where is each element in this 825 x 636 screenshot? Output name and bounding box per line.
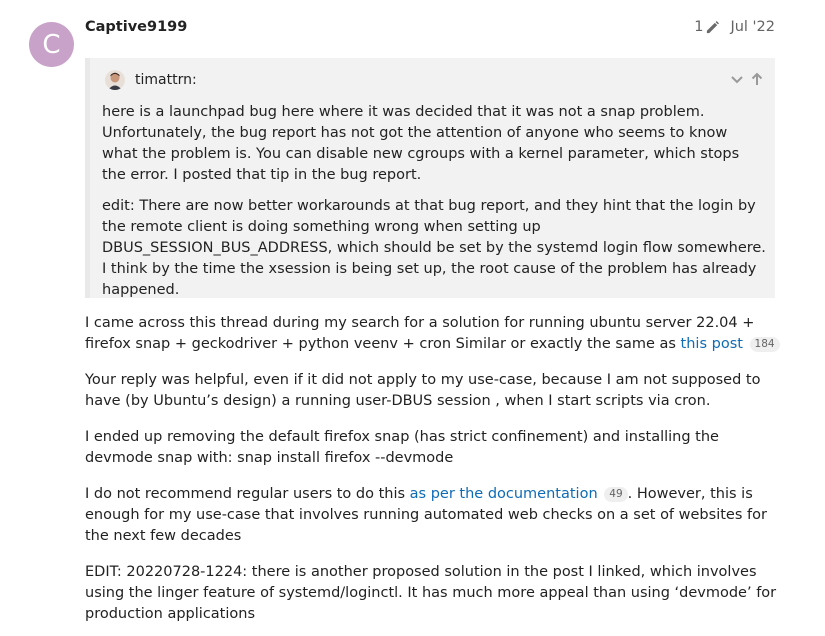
chevron-down-icon[interactable]: [729, 71, 745, 87]
post-paragraph: EDIT: 20220728-1224: there is another proposed solution in the post I linked, which involves using the linger feature of systemd/loginctl. It has much more appeal than using ‘devmode’ for production applications: [85, 564, 777, 622]
quote-paragraph: here is a launchpad bug here where it was decided that it was not a snap problem. Unfortunately, the bug report has not got the attention of anyone who seems to know what the problem is. You can disable new cgroups with a kernel parameter, which stops the error. I posted that tip in the bug report.: [102, 104, 740, 183]
paragraph-text: I came across this thread during my search for a solution for running ubuntu server 22.04 + firefox snap + geckodriver + python veenv + cron Similar or exactly the same as: [85, 315, 755, 352]
arrow-up-icon[interactable]: [749, 71, 765, 87]
paragraph-text: I do not recommend regular users to do this: [85, 486, 410, 502]
link-click-count: 184: [750, 337, 780, 352]
link-click-count: 49: [604, 487, 627, 502]
quote-controls: [725, 71, 765, 87]
post-paragraph: Your reply was helpful, even if it did not apply to my use-case, because I am not supposed to have (by Ubuntu’s design) a running user-DBUS session , when I start scripts via cron.: [85, 372, 761, 409]
quote-author-avatar[interactable]: [105, 70, 125, 90]
post-meta: [694, 19, 775, 35]
user-avatar[interactable]: C: [29, 22, 74, 67]
post-body: [85, 313, 785, 636]
post-paragraph: [85, 313, 785, 355]
quote-author: timattrn:: [135, 72, 197, 88]
edit-count[interactable]: 1: [694, 19, 704, 35]
quote-header: [105, 70, 197, 90]
post-paragraph: I ended up removing the default firefox snap (has strict confinement) and installing the devmode snap with: snap install firefox --devmode: [85, 429, 719, 466]
paragraph-text: . However, this is enough for my use-case that involves running automated web checks on a set of websites for the next few decades: [85, 486, 767, 544]
quote-block: [85, 58, 775, 298]
username[interactable]: Captive9199: [85, 19, 188, 35]
post-paragraph: [85, 484, 785, 547]
this-post-link[interactable]: this post: [680, 336, 743, 352]
quote-paragraph: edit: There are now better workarounds at that bug report, and they hint that the login by the remote client is doing something wrong when setting up DBUS_SESSION_BUS_ADDRESS, which should be set by the systemd login flow somewhere. I think by the time the xsession is being set up, the root cause of the problem has already happened.: [102, 198, 766, 298]
pencil-icon[interactable]: [705, 20, 720, 35]
quote-body: [102, 102, 767, 311]
documentation-link[interactable]: as per the documentation: [409, 486, 598, 502]
post-date[interactable]: Jul '22: [730, 19, 775, 35]
